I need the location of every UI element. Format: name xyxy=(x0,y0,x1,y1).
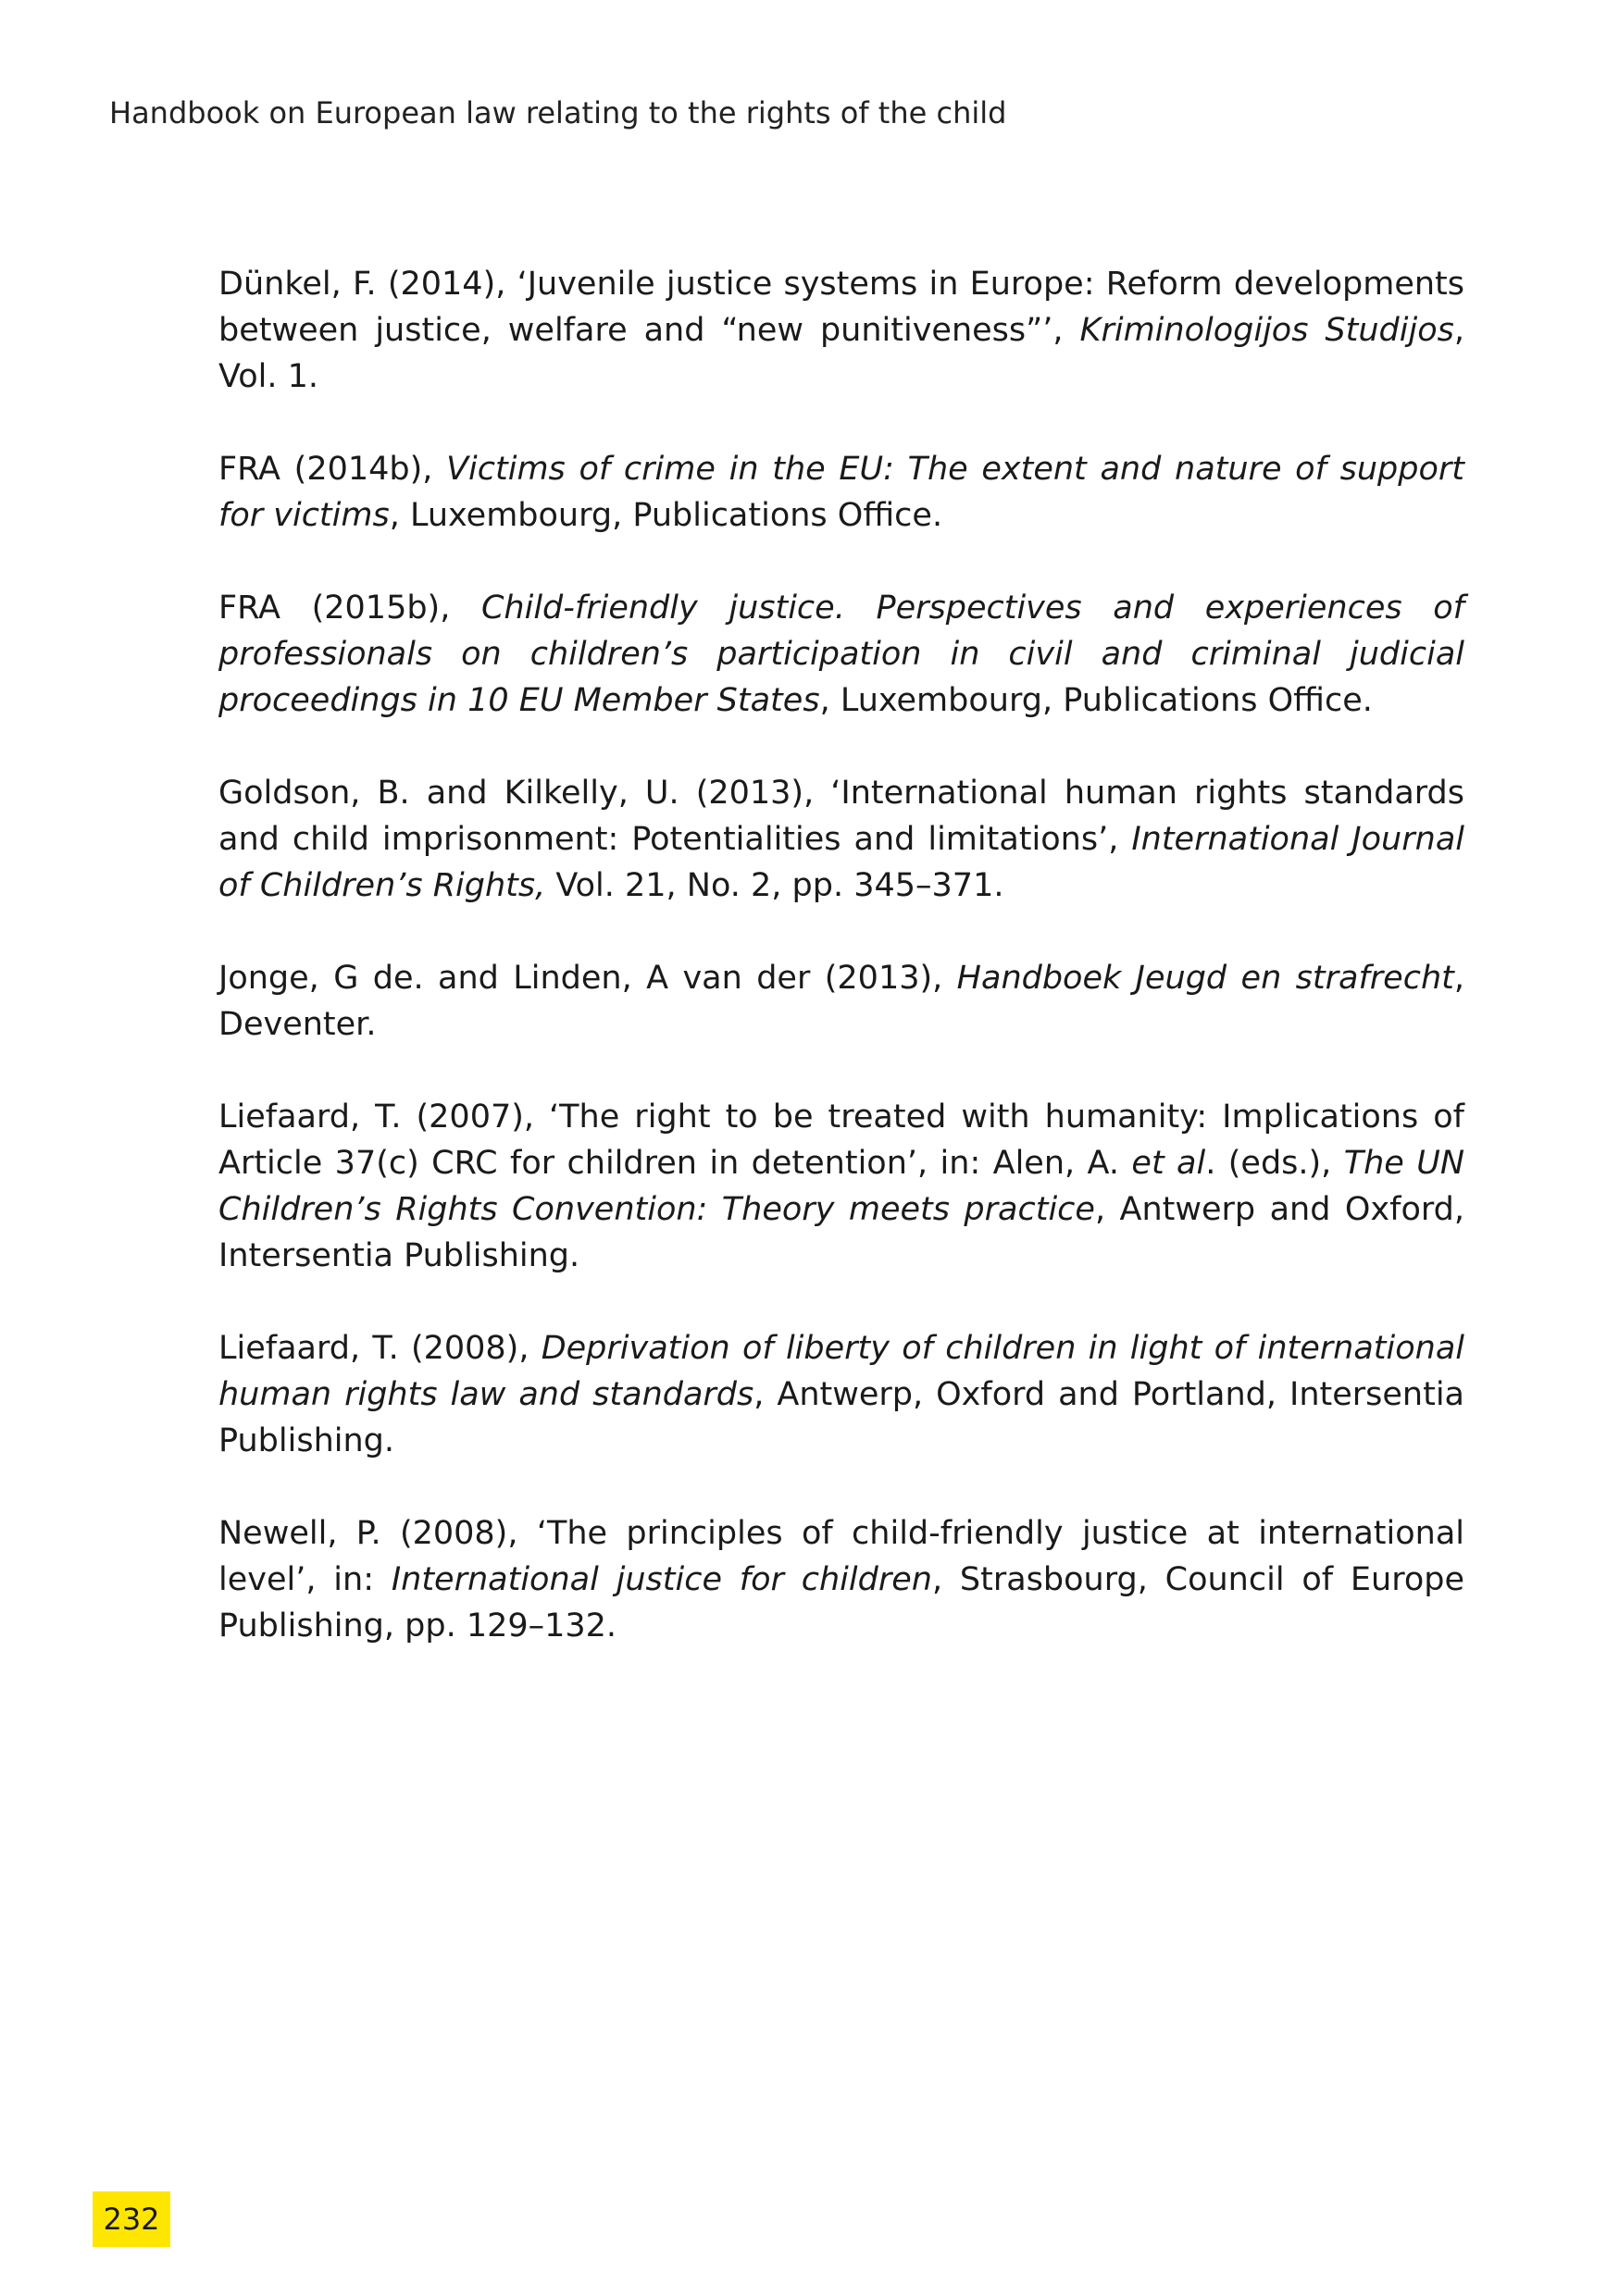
running-header: Handbook on European law relating to the rights of the child xyxy=(109,95,1007,130)
reference-title: The UN Children’s Rights Convention: Theory meets practice xyxy=(218,1145,1464,1228)
reference-item xyxy=(218,1510,1464,1649)
reference-title: Handboek Jeugd en strafrecht xyxy=(956,960,1454,997)
reference-text: , Deventer. xyxy=(218,960,1464,1043)
reference-item xyxy=(218,261,1464,400)
reference-item xyxy=(218,1094,1464,1279)
reference-title: International justice for children xyxy=(391,1561,932,1598)
reference-text: , Antwerp, Oxford and Portland, Intersentia Publishing. xyxy=(218,1376,1464,1459)
reference-text: , Vol. 1. xyxy=(218,312,1465,395)
reference-item xyxy=(218,585,1464,724)
reference-list xyxy=(218,261,1464,1695)
reference-text: Newell, P. (2008), ‘The principles of child-friendly justice at international level’, in: xyxy=(218,1515,1464,1598)
reference-item xyxy=(218,770,1464,909)
reference-text: FRA (2015b), xyxy=(218,590,481,627)
reference-text: , Strasbourg, Council of Europe Publishing, pp. 129–132. xyxy=(218,1561,1465,1644)
reference-text: Liefaard, T. (2007), ‘The right to be treated with humanity: Implications of Article 37(c) CRC for children in detention’, in: Alen, A. xyxy=(218,1098,1464,1182)
reference-item xyxy=(218,1325,1464,1464)
reference-text: Dünkel, F. (2014), ‘Juvenile justice systems in Europe: Reform developments between justice, welfare and “new punitiveness”’, xyxy=(218,266,1464,349)
reference-text: FRA (2014b), xyxy=(218,451,447,488)
reference-item xyxy=(218,446,1464,539)
reference-title: Kriminologijos Studijos xyxy=(1079,312,1454,349)
page-number: 232 xyxy=(93,2191,170,2247)
reference-text: Jonge, G de. and Linden, A van der (2013), xyxy=(218,960,957,997)
reference-text: Liefaard, T. (2008), xyxy=(218,1330,542,1367)
reference-title: et al xyxy=(1131,1145,1206,1182)
reference-text: , Luxembourg, Publications Office. xyxy=(389,497,943,534)
reference-item xyxy=(218,955,1464,1048)
reference-text: Vol. 21, No. 2, pp. 345–371. xyxy=(545,867,1004,904)
reference-title: Child-friendly justice. Perspectives and experiences of professionals on children’s participation in civil and criminal judicial proceedings in 10 EU Member States xyxy=(218,590,1464,719)
reference-title: Deprivation of liberty of children in light of international human rights law and standards xyxy=(218,1330,1465,1413)
reference-text: . (eds.), xyxy=(1205,1145,1344,1182)
reference-title: International Journal of Children’s Rights, xyxy=(218,821,1464,904)
reference-text: , Antwerp and Oxford, Intersentia Publishing. xyxy=(218,1191,1464,1274)
reference-text: Goldson, B. and Kilkelly, U. (2013), ‘International human rights standards and child imprisonment: Potentialities and limitations’, xyxy=(218,775,1464,858)
reference-title: Victims of crime in the EU: The extent and nature of support for victims xyxy=(218,451,1464,534)
reference-text: , Luxembourg, Publications Office. xyxy=(819,682,1373,719)
